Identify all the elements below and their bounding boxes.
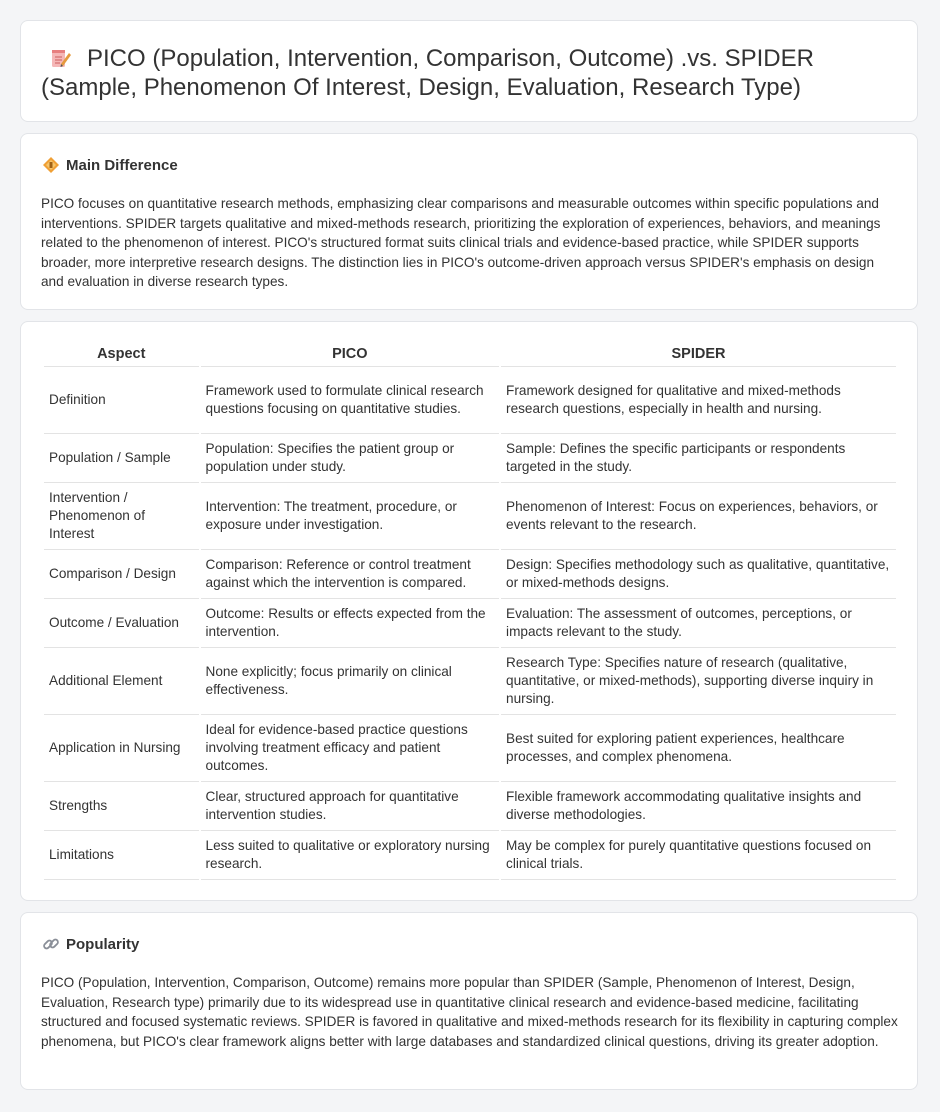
aspect-cell: Definition [44, 367, 199, 434]
spider-cell: Best suited for exploring patient experiences, healthcare processes, and complex phenomena. [501, 715, 896, 782]
main-difference-card [20, 133, 918, 310]
aspect-cell: Comparison / Design [44, 550, 199, 599]
pico-cell: Less suited to qualitative or exploratory nursing research. [201, 831, 500, 880]
header-aspect: Aspect [44, 342, 199, 367]
pico-cell: Outcome: Results or effects expected from the intervention. [201, 599, 500, 648]
link-icon [42, 935, 60, 953]
aspect-cell: Additional Element [44, 648, 199, 715]
pico-cell: None explicitly; focus primarily on clinical effectiveness. [201, 648, 500, 715]
table-row [44, 599, 896, 648]
aspect-cell: Intervention / Phenomenon of Interest [44, 483, 199, 550]
pico-cell: Population: Specifies the patient group or population under study. [201, 434, 500, 483]
table-row [44, 831, 896, 880]
main-difference-text: PICO focuses on quantitative research methods, emphasizing clear comparisons and measurable outcomes within specific populations and interventions. SPIDER targets qualitative and mixed-methods research, prioritizing the exploration of experiences, behaviors, and meanings related to the phenomenon of interest. PICO's structured format suits clinical trials and evidence-based practice, while SPIDER supports broader, more interpretive research designs. The distinction lies in PICO's outcome-driven approach versus SPIDER's emphasis on design and evaluation in diverse research types. [41, 196, 881, 290]
spider-cell: Design: Specifies methodology such as qualitative, quantitative, or mixed-methods designs. [501, 550, 896, 599]
comparison-table [42, 342, 898, 880]
aspect-cell: Limitations [44, 831, 199, 880]
table-row [44, 434, 896, 483]
spider-cell: Phenomenon of Interest: Focus on experiences, behaviors, or events relevant to the research. [501, 483, 896, 550]
table-row [44, 715, 896, 782]
header-spider: SPIDER [501, 342, 896, 367]
aspect-cell: Application in Nursing [44, 715, 199, 782]
aspect-cell: Population / Sample [44, 434, 199, 483]
memo-icon [47, 47, 73, 69]
page-title-text: PICO (Population, Intervention, Comparison, Outcome) .vs. SPIDER (Sample, Phenomenon Of Interest, Design, Evaluation, Research Type) [41, 45, 814, 101]
popularity-card [20, 912, 918, 1090]
spider-cell: Sample: Defines the specific participants or respondents targeted in the study. [501, 434, 896, 483]
table-row [44, 483, 896, 550]
pico-cell: Framework used to formulate clinical research questions focusing on quantitative studies. [201, 367, 500, 434]
comparison-card [20, 321, 918, 901]
table-row [44, 367, 896, 434]
table-row [44, 782, 896, 831]
pico-cell: Clear, structured approach for quantitative intervention studies. [201, 782, 500, 831]
aspect-cell: Strengths [44, 782, 199, 831]
table-header-row [44, 342, 896, 367]
pico-cell: Comparison: Reference or control treatment against which the intervention is compared. [201, 550, 500, 599]
header-pico: PICO [201, 342, 500, 367]
title-card [20, 20, 918, 122]
popularity-text: PICO (Population, Intervention, Comparison, Outcome) remains more popular than SPIDER (Sample, Phenomenon of Interest, Design, Evaluation, Research type) primarily due to its widespread use in quantitative clinical research and evidence-based medicine, facilitating structured and focused systematic reviews. SPIDER is favored in qualitative and mixed-methods research for its flexibility in capturing complex phenomena, but PICO's clear framework aligns better with large databases and standardized clinical questions, driving its greater adoption. [41, 975, 898, 1049]
spider-cell: Research Type: Specifies nature of research (qualitative, quantitative, or mixed-methods), supporting diverse inquiry in nursing. [501, 648, 896, 715]
page-title [41, 44, 899, 102]
spider-cell: May be complex for purely quantitative questions focused on clinical trials. [501, 831, 896, 880]
main-difference-heading: Main Difference [66, 156, 178, 174]
table-row [44, 550, 896, 599]
spider-cell: Flexible framework accommodating qualitative insights and diverse methodologies. [501, 782, 896, 831]
spider-cell: Evaluation: The assessment of outcomes, perceptions, or impacts relevant to the study. [501, 599, 896, 648]
aspect-cell: Outcome / Evaluation [44, 599, 199, 648]
diamond-icon [42, 156, 60, 174]
popularity-heading: Popularity [66, 935, 140, 953]
pico-cell: Intervention: The treatment, procedure, or exposure under investigation. [201, 483, 500, 550]
table-row [44, 648, 896, 715]
pico-cell: Ideal for evidence-based practice questions involving treatment efficacy and patient outcomes. [201, 715, 500, 782]
spider-cell: Framework designed for qualitative and mixed-methods research questions, especially in health and nursing. [501, 367, 896, 434]
